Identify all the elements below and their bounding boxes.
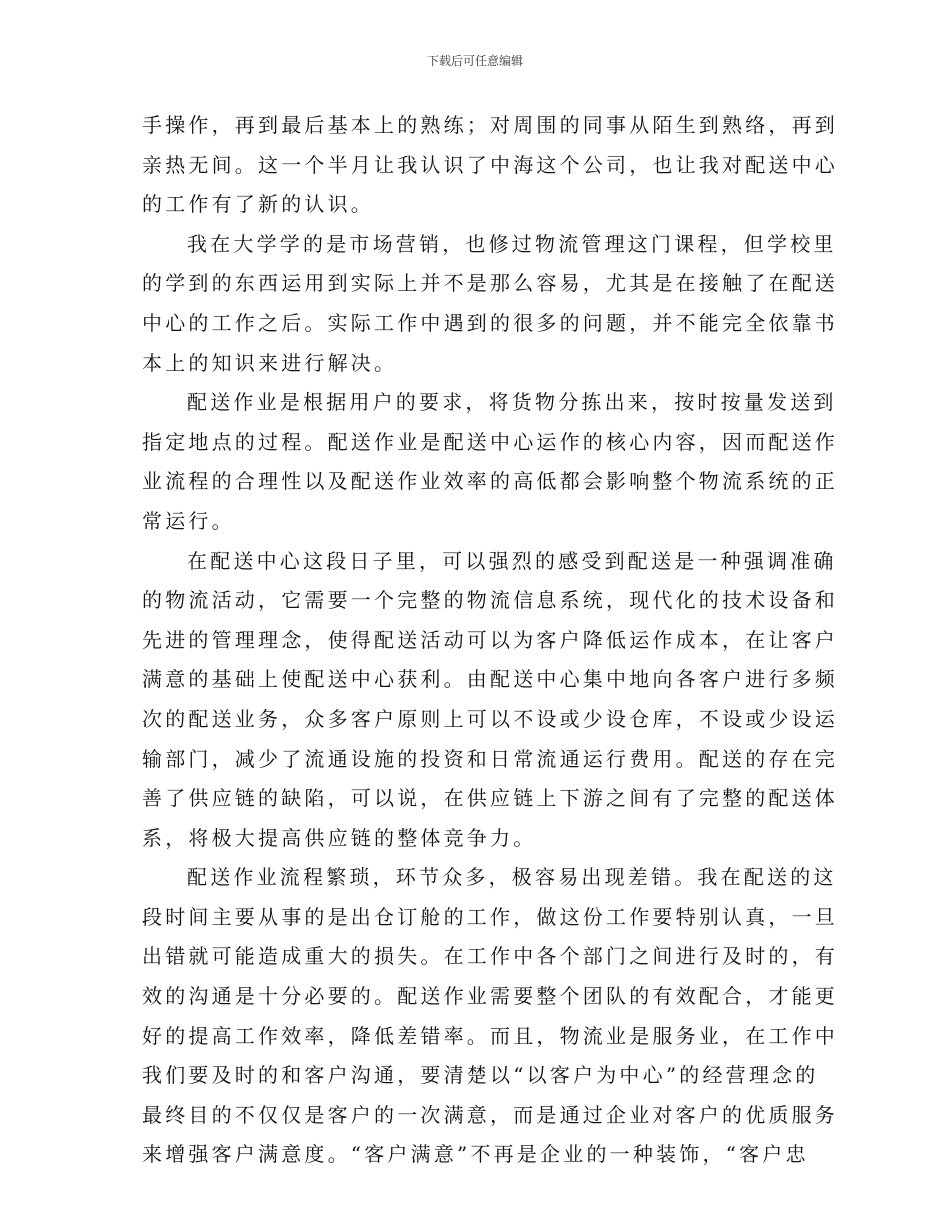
text-line: 中心的工作之后。实际工作中遇到的很多的问题，并不能完全依靠书 [142, 310, 838, 335]
paragraph-first-line: 配送作业是根据用户的要求，将货物分拣出来，按时按量发送到 [187, 390, 837, 415]
text-line: 本上的知识来进行解决。 [142, 350, 398, 375]
text-line: 段时间主要从事的是出仓订舱的工作，做这份工作要特别认真，一旦 [142, 904, 838, 929]
text-line: 满意的基础上使配送中心获利。由配送中心集中地向各客户进行多频 [142, 667, 838, 692]
text-line: 好的提高工作效率，降低差错率。而且，物流业是服务业，在工作中 [142, 1023, 838, 1048]
text-line: 来增强客户满意度。“客户满意”不再是企业的一种装饰，“客户忠 [142, 1142, 809, 1167]
text-line: 先进的管理理念，使得配送活动可以为客户降低运作成本，在让客户 [142, 627, 838, 652]
text-line: 的学到的东西运用到实际上并不是那么容易，尤其是在接触了在配送 [142, 271, 838, 296]
text-line: 常运行。 [142, 508, 235, 533]
text-line: 手操作，再到最后基本上的熟练；对周围的同事从陌生到熟络，再到 [142, 113, 838, 137]
text-line: 的工作有了新的认识。 [142, 192, 374, 217]
paragraph-first-line: 在配送中心这段日子里，可以强烈的感受到配送是一种强调准确 [187, 548, 837, 573]
text-line: 次的配送业务，众多客户原则上可以不设或少设仓库，不设或少设运 [142, 706, 838, 731]
text-line: 善了供应链的缺陷，可以说，在供应链上下游之间有了完整的配送体 [142, 786, 838, 811]
text-line: 我们要及时的和客户沟通，要清楚以“以客户为中心”的经营理念的 [142, 1063, 819, 1088]
text-line: 业流程的合理性以及配送作业效率的高低都会影响整个物流系统的正 [142, 469, 838, 494]
text-line: 的物流活动，它需要一个完整的物流信息系统，现代化的技术设备和 [142, 588, 838, 613]
text-line: 最终目的不仅仅是客户的一次满意，而是通过企业对客户的优质服务 [142, 1102, 838, 1127]
page-header: 下载后可任意编辑 [426, 54, 523, 68]
paragraph-first-line: 配送作业流程繁琐，环节众多，极容易出现差错。我在配送的这 [187, 865, 837, 890]
text-line: 出错就可能造成重大的损失。在工作中各个部门之间进行及时的，有 [142, 944, 838, 969]
document-body [142, 106, 838, 1175]
text-line: 效的沟通是十分必要的。配送作业需要整个团队的有效配合，才能更 [142, 984, 838, 1009]
text-line: 指定地点的过程。配送作业是配送中心运作的核心内容，因而配送作 [142, 429, 838, 454]
text-line: 系，将极大提高供应链的整体竞争力。 [142, 825, 537, 850]
text-line: 亲热无间。这一个半月让我认识了中海这个公司，也让我对配送中心 [142, 152, 838, 177]
paragraph-first-line: 我在大学学的是市场营销，也修过物流管理这门课程，但学校里 [187, 231, 837, 256]
text-line: 输部门，减少了流通设施的投资和日常流通运行费用。配送的存在完 [142, 746, 838, 771]
